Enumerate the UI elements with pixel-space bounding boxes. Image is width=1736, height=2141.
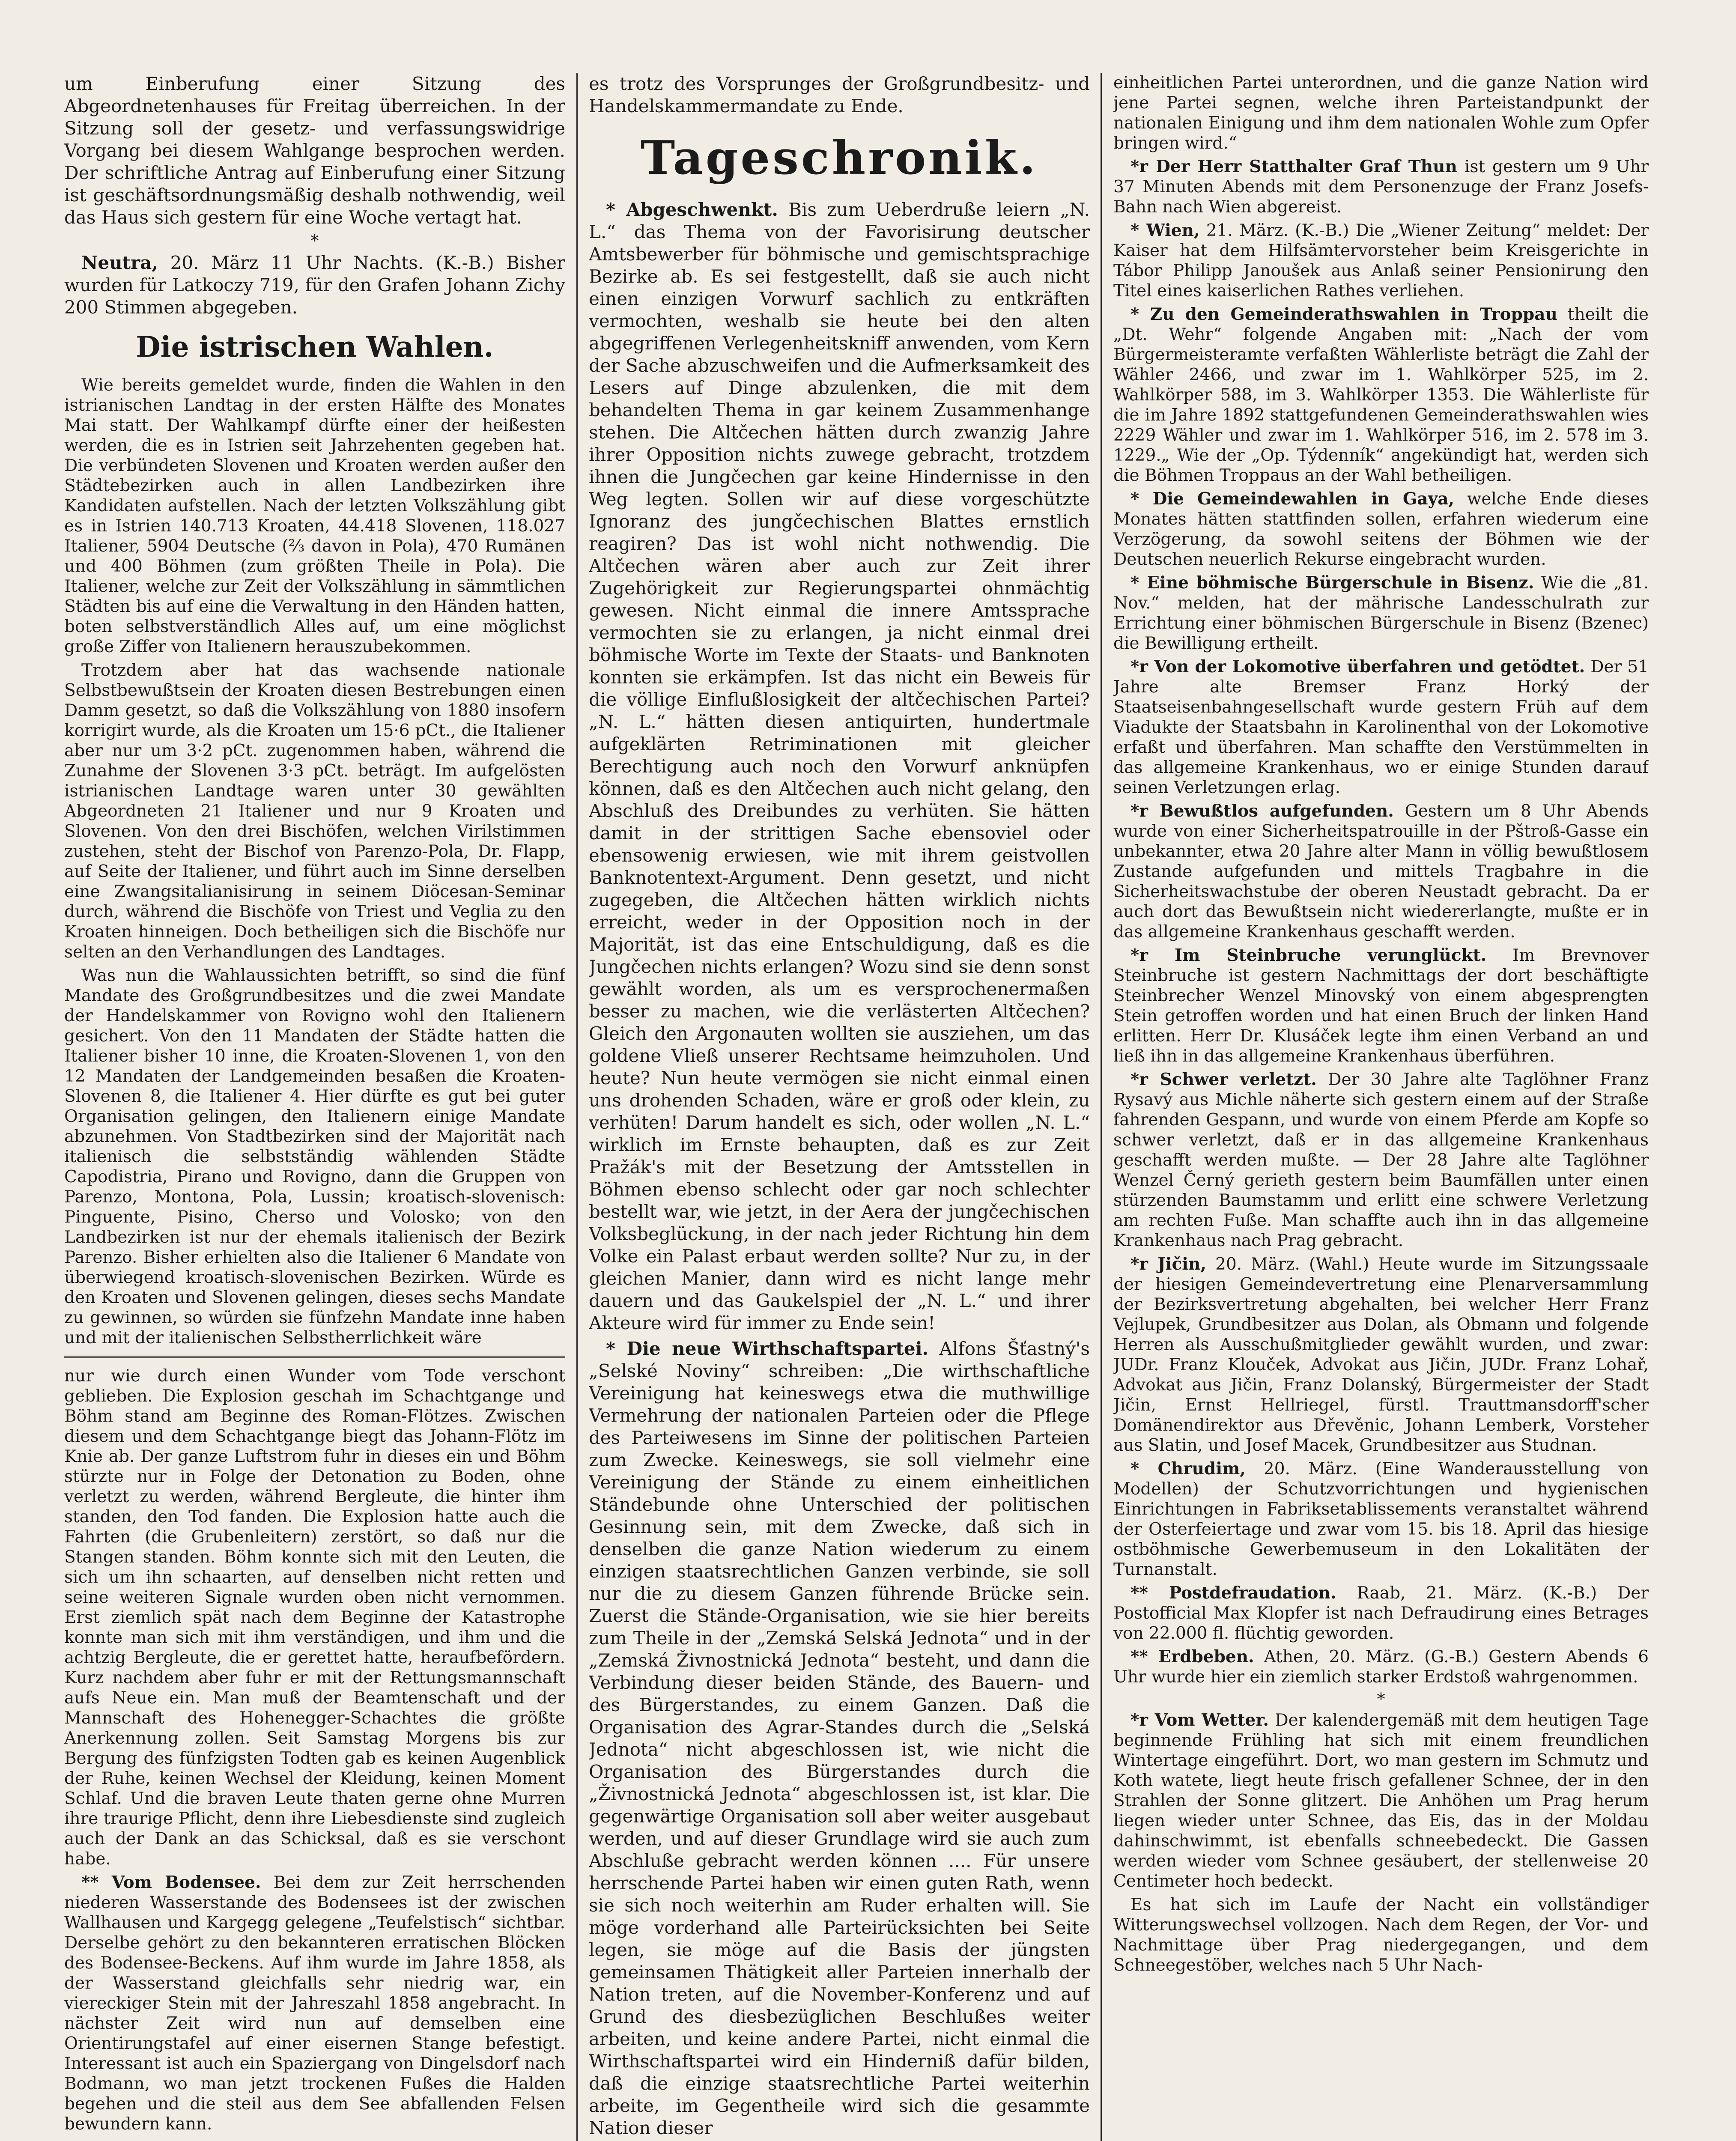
news-heading: ** Vom Bodensee. [81, 1873, 261, 1892]
news-body: Der 51 Jahre alte Bremser Franz Horký der Staatseisenbahngesellschaft wurde gestern Früh auf dem Viadukte der Staatsbahn in Karolinenthal von der Lokomotive erfaßt und überfahren. Man schaffte den Verstümmelten in das allgemeine Krankenhaus, wo er einige Stunden darauf seinen Verletzungen erlag. [1113, 657, 1649, 797]
column-3 [1113, 73, 1649, 2141]
news-item [64, 1873, 565, 2134]
news-body: theilt die „Dt. Wehr“ folgende Angaben mit: „Nach der vom Bürgermeisteramte verfaßten Wählerliste beträgt die Zahl der Wähler 2466, und zwar im 1. Wahlkörper 525, im 2. Wahlkörper 588, im 3. Wahlkörper 1353. Die Wählerliste für die im Jahre 1892 stattgefundenen Gemeinderathswahlen wies 2229 Wähler und zwar im 1. Wahlkörper 516, im 2. 578 im 3. 1229.„ Wie der „Op. Týdenník“ angekündigt hat, werden sich die Böhmen Troppaus an der Wahl betheiligen. [1113, 305, 1649, 485]
news-item [1113, 1710, 1649, 1891]
separator: * [310, 231, 319, 250]
news-item [1113, 221, 1649, 301]
news-heading: * Die neue Wirthschaftspartei. [606, 1338, 929, 1359]
paragraph: nur wie durch einen Wunder vom Tode verschont geblieben. Die Explosion geschah im Schachtgange und Böhm stand am Beginne des Roman-Flötzes. Zwischen diesem und dem Schachtgange biegt das Johann-Flötz im Knie ab. Der ganze Luftstrom fuhr in dieses ein und Böhm stürzte nur in Folge der Detonation zu Boden, ohne verletzt zu werden, während Bergleute, die hinter ihm standen, den Tod fanden. Die Explosion hatte auch die Fahrten (die Grubenleitern) zerstört, so daß nur die Stangen standen. Böhm konnte sich mit den Leuten, die sich um ihn schaarten, auf denselben nicht retten und seine weiteren Signale wurden oben nicht vernommen. Erst ziemlich spät nach dem Beginne der Katastrophe konnte man sich mit ihm verständigen, und ihm und die achtzig Bergleute, die er gerettet hatte, heraufbefördern. Kurz nachdem aber fuhr er mit der Rettungsmannschaft aufs Neue ein. Man muß der Beamtenschaft und der Mannschaft des Hohenegger-Schachtes die größte Anerkennung zollen. Seit Samstag Morgens bis zur Bergung des fünfzigsten Todten gab es keinen Augenblick der Ruhe, keinen Wechsel der Kleidung, keinen Moment Schlaf. Und die braven Leute thaten gerne ohne Murren ihre traurige Pflicht, denn ihre Liebesdienste sind zugleich auch der Dank an das Schicksal, daß es sie verschont habe. [64, 1366, 565, 1869]
news-item [1113, 1254, 1649, 1455]
news-item [1113, 1647, 1649, 1687]
news-item [1113, 945, 1649, 1066]
news-body: Im Brevnover Steinbruche ist gestern Nachmittags der dort beschäftigte Steinbrecher Wenzel Minovský von einem abgesprengten Stein getroffen worden und hat einen Bruch der linken Hand erlitten. Herr Dr. Klusáček legte ihm einen Verband an und ließ ihn in das allgemeine Krankenhaus überführen. [1113, 946, 1649, 1066]
news-body: Bei dem zur Zeit herrschenden niederen Wasserstande des Bodensees ist der zwischen Wallhausen und Kargegg gelegene „Teufelstisch“ sichtbar. Derselbe gehört zu den bekannteren erratischen Blöcken des Bodensee-Beckens. Auf ihm wurde im Jahre 1858, als der Wasserstand gleichfalls sehr niedrig war, ein viereckiger Stein mit der Jahreszahl 1858 angebracht. In nächster Zeit wird nun auf demselben eine Orientirungstafel auf einer eisernen Stange befestigt. Interessant ist auch ein Spaziergang von Dingelsdorf nach Bodmann, wo man jetzt trockenen Fußes die Halden begehen und die steil aus dem See abfallenden Felsen bewundern kann. [64, 1873, 565, 2134]
news-body: Wie die „81. Nov.“ melden, hat der mährische Landesschulrath zur Errichtung einer böhmischen Bürgerschule in Bisenz (Bzenec) die Bewilligung ertheilt. [1113, 573, 1649, 653]
news-body: Der kalendergemäß mit dem heutigen Tage beginnende Frühling hat sich mit einem freundlichen Wintertage eingeführt. Dort, wo man gestern im Schmutz und Koth watete, liegt heute frisch gefallener Schnee, der in den Strahlen der Sonne glitzert. Die Anhöhen um Prag herum liegen wieder unter Schnee, das Eis, das in der Moldau dahinschwimmt, ist ebenfalls schneebedeckt. Die Gassen werden wieder vom Schnee gesäubert, der stellenweise 20 Centimeter hoch bedeckt. [1113, 1711, 1649, 1891]
newspaper-page [64, 73, 1674, 2141]
news-body: ist gestern um 9 Uhr 37 Minuten Abends mit dem Personenzuge der Franz Josefs-Bahn nach Wien abgereist. [1113, 157, 1649, 217]
news-heading: *r Jičin, [1130, 1254, 1206, 1274]
column-1 [64, 73, 565, 2141]
news-item [1113, 1459, 1649, 1580]
paragraph: Trotzdem aber hat das wachsende nationale Selbstbewußtsein der Kroaten diesen Bestrebungen einen Damm gesetzt, so daß die Volkszählung von 1880 insofern korrigirt wurde, als die Kroaten um 15·6 pCt., die Italiener aber nur um 3·2 pCt. zugenommen haben, während die Zunahme der Slovenen 3·3 pCt. beträgt. Im aufgelösten istrianischen Landtage waren unter 30 gewählten Abgeordneten 21 Italiener und nur 9 Kroaten und Slovenen. Von den drei Bischöfen, welchen Virilstimmen zustehen, steht der Bischof von Parenzo-Pola, Dr. Flapp, auf Seite der Italiener, und führt auch im Sinne derselben eine Zwangsitalianisirung in seinem Diöcesan-Seminar durch, während die Bischöfe von Triest und Veglia zu den Kroaten hinneigen. Doch betheiligen sich die Bischöfe nur selten an den Verhandlungen des Landtages. [64, 661, 565, 962]
news-heading: ** Postdefraudation. [1130, 1583, 1336, 1603]
news-item [589, 1338, 1090, 2139]
section-headline: Tageschronik. [640, 131, 1038, 185]
news-heading: *r Von der Lokomotive überfahren und getödtet. [1130, 657, 1585, 677]
column-2 [589, 73, 1090, 2141]
section-divider [64, 1356, 565, 1358]
dateline: Neutra, [81, 252, 158, 273]
news-heading: * Die Gemeindewahlen in Gaya, [1130, 489, 1455, 509]
news-item [64, 252, 565, 319]
news-heading: *r Im Steinbruche verunglückt. [1130, 945, 1487, 965]
separator: * [1377, 1690, 1385, 1709]
news-heading: * Zu den Gemeinderathswahlen in Troppau [1130, 304, 1557, 324]
news-heading: *r Schwer verletzt. [1130, 1070, 1317, 1089]
news-body: Athen, 20. März. (G.-B.) Gestern Abends 6 Uhr wurde hier ein ziemlich starker Erdstoß wahrgenommen. [1113, 1647, 1649, 1687]
news-body: Raab, 21. März. (K.-B.) Der Postofficial Max Klopfer ist nach Defraudirung eines Betrages von 22.000 fl. flüchtig geworden. [1113, 1583, 1649, 1643]
news-body: 20. März 11 Uhr Nachts. (K.-B.) Bisher wurden für Latkoczy 719, für den Grafen Johann Zichy 200 Stimmen abgegeben. [64, 252, 565, 318]
news-heading: *r Vom Wetter. [1130, 1710, 1269, 1730]
news-item [1113, 1583, 1649, 1643]
paragraph: einheitlichen Partei unterordnen, und die ganze Nation wird jene Partei segnen, welche ihren Parteistandpunkt der nationalen Einigung und ihm dem nationalen Wohle zum Opfer bringen wird.“ [1113, 73, 1649, 153]
news-item [589, 199, 1090, 1334]
news-heading: * Abgeschwenkt. [606, 199, 778, 220]
news-body: welche Ende dieses Monates hätten stattfinden sollen, erfahren wiederum eine Verzögerung, da sowohl seitens der Böhmen wie der Deutschen neuerlich Rekurse eingebracht wurden. [1113, 489, 1649, 569]
news-body: 20. März. (Eine Wanderausstellung von Modellen) der Schutzvorrichtungen und hygienischen Einrichtungen in Fabriksetablissements veranstaltet während der Osterfeiertage und zwar vom 15. bis 18. April das hiesige ostböhmische Gewerbemuseum in den Lokalitäten der Turnanstalt. [1113, 1459, 1649, 1579]
news-heading: ** Erdbeben. [1130, 1647, 1254, 1667]
paragraph: um Einberufung einer Sitzung des Abgeordnetenhauses für Freitag überreichen. In der Sitzung soll der gesetz- und verfassungswidrige Vorgang bei diesem Wahlgange besprochen werden. Der schriftliche Antrag auf Einberufung einer Sitzung ist geschäftsordnungsmäßig deshalb nothwendig, weil das Haus sich gestern für eine Woche vertagt hat. [64, 73, 565, 228]
column-rule [1101, 73, 1102, 2141]
article-headline: Die istrischen Wahlen. [136, 330, 494, 364]
news-item [1113, 657, 1649, 798]
news-body: 20. März. (Wahl.) Heute wurde im Sitzungssaale der hiesigen Gemeindevertretung eine Plenarversammlung der Bezirksvertretung abgehalten, bei welcher Herr Franz Vejlupek, Grundbesitzer aus Dolan, als Obmann und folgende Herren als Ausschußmitglieder gewählt wurden, und zwar: JUDr. Franz Klouček, Advokat aus Jičin, JUDr. Franz Lohař, Advokat aus Jičin, Franz Dolanský, Bürgermeister der Stadt Jičin, Ernst Hellriegel, fürstl. Trauttmansdorff'scher Domänendirektor aus Dřevěnic, Johann Lemberk, Vorsteher aus Slatin, und Josef Macek, Grundbesitzer aus Studnan. [1113, 1255, 1649, 1455]
news-item [1113, 304, 1649, 486]
news-item [1113, 157, 1649, 217]
news-body: 21. März. (K.-B.) Die „Wiener Zeitung“ meldet: Der Kaiser hat dem Hilfsämtervorsteher beim Kreisgerichte in Tábor Philipp Janoušek aus Anlaß seiner Pensionirung den Titel eines kaiserlichen Rathes verliehen. [1113, 221, 1649, 301]
news-item [1113, 489, 1649, 570]
news-body: Bis zum Ueberdruße leiern „N. L.“ das Thema von der Favorisirung deutscher Amtsbewerber für böhmische und gemischtsprachige Bezirke ab. Es sei festgestellt, daß sie auch nicht einen einzigen Vorwurf sachlich zu entkräften vermochten, weshalb sie heute bei den alten abgegriffenen Verlegenheitskniff anwenden, vom Kern der Sache abzuschweifen und die Aufmerksamkeit des Lesers auf Dinge abzulenken, die mit dem behandelten Thema in gar keinem Zusammenhange stehen. Die Altčechen hätten durch zwanzig Jahre ihrer Opposition nichts zuwege gebracht, trotzdem ihnen die Jungčechen gar keine Hindernisse in den Weg legten. Sollen wir auf diese vorgeschützte Ignoranz des jungčechischen Blattes ernstlich reagiren? Das ist wohl nicht nothwendig. Die Altčechen wären aber auch zur Zeit ihrer Zugehörigkeit zur Regierungspartei ohnmächtig gewesen. Nicht einmal die innere Amtssprache vermochten sie zu erlangen, ja nicht einmal drei böhmische Worte im Texte der Staats- und Banknoten konnten sie erkämpfen. Ist das nicht ein Beweis für die völlige Einflußlosigkeit der altčechischen Partei? „N. L.“ hätten diesen antiquirten, hundertmale aufgeklärten Retriminationen mit gleicher Berechtigung auch noch den Vorwurf anknüpfen können, daß es den Altčechen auch nicht gelang, den Abschluß des Dreibundes zu verhüten. Sie hätten damit in der strittigen Sache ebensoviel oder ebensowenig erwiesen, wie mit ihrem geistvollen Banknotentext-Argument. Denn gesetzt, und nicht zugegeben, die Altčechen hätten wirklich nichts erreicht, weder in der Opposition noch in der Majorität, ist das eine Entschuldigung, daß es die Jungčechen nichts erlangen? Wozu sind sie denn sonst gewählt worden, als um es versprochenermaßen besser zu machen, wie die verlästerten Altčechen? Gleich den Argonauten wollten sie ausziehen, um das goldene Vließ unserer Rechtsame heimzuholen. Und heute? Nun heute vermögen sie nicht einmal einen uns drohenden Schaden, wäre er groß oder klein, zu verhüten! Darum handelt es sich, oder wollen „N. L.“ wirklich im Ernste behaupten, daß es zur Zeit Pražák's mit der Besetzung der Amtsstellen in Böhmen ebenso schlecht oder gar noch schlechter bestellt war, wie jetzt, in der Aera der jungčechischen Volksbeglückung, in der nach jeder Richtung hin dem Volke ein Palast erbaut werden sollte? Nur zu, in der gleichen Manier, dann wird es nicht lange mehr dauern und das Gaukelspiel der „N. L.“ und ihrer Akteure wird für immer zu Ende sein! [589, 199, 1090, 1333]
news-item [1113, 1070, 1649, 1251]
paragraph: es trotz des Vorsprunges der Großgrundbesitz- und Handelskammermandate zu Ende. [589, 73, 1090, 116]
column-rule [576, 73, 578, 2141]
news-body: Der 30 Jahre alte Taglöhner Franz Rysavý aus Michle näherte sich gestern einem auf der Straße fahrenden Gespann, und wurde von einem Pferde am Kopfe so schwer verletzt, daß er in das allgemeine Krankenhaus geschafft werden mußte. — Der 28 Jahre alte Taglöhner Wenzel Černý gerieth gestern beim Baumfällen unter einen stürzenden Baumstamm und erlitt eine schwere Verletzung am rechten Fuße. Man schaffte auch ihn in das allgemeine Krankenhaus nach Prag gebracht. [1113, 1070, 1649, 1250]
paragraph: Es hat sich im Laufe der Nacht ein vollständiger Witterungswechsel vollzogen. Nach dem Regen, der Vor- und Nachmittage über Prag niedergegangen, und dem Schneegestöber, welches nach 5 Uhr Nach- [1113, 1895, 1649, 1975]
paragraph: Wie bereits gemeldet wurde, finden die Wahlen in den istrianischen Landtag in der ersten Hälfte des Monates Mai statt. Der Wahlkampf dürfte einer der heißesten werden, die es in Istrien seit Jahrzehenten gegeben hat. Die verbündeten Slovenen und Kroaten werden außer den Städtebezirken auch in allen Landbezirken ihre Kandidaten aufstellen. Nach der letzten Volkszählung gibt es in Istrien 140.713 Kroaten, 44.418 Slovenen, 118.027 Italiener, 5904 Deutsche (⅔ davon in Pola), 470 Rumänen und 400 Böhmen (zum größten Theile in Pola). Die Italiener, welche zur Zeit der Volkszählung in sämmtlichen Städten bis auf eine die Verwaltung in den Händen hatten, boten selbstverständlich Alles auf, um eine möglichst große Ziffer von Italienern herauszubekommen. [64, 376, 565, 656]
news-body: Alfons Šťastný's „Selské Noviny“ schreiben: „Die wirthschaftliche Vereinigung hat keineswegs etwa die muthwillige Vermehrung der nationalen Parteien oder die Pflege des Parteiwesens im Sinne der politischen Parteien zum Zwecke. Keineswegs, sie soll vielmehr eine Vereinigung der Stände zu einem einheitlichen Ständebunde ohne Unterschied der politischen Gesinnung sein, mit dem Zwecke, daß sich in denselben die ganze Nation wiederum zu einem einzigen staatsrechtlichen Ganzen verbinde, sie soll nur die zu diesem Ganzen führende Brücke sein. Zuerst die Stände-Organisation, wie sie hier bereits zum Theile in der „Zemská Selská Jednota“ und in der „Zemská Živnostnická Jednota“ besteht, und dann die Verbindung dieser beiden Stände, des Bauern- und des Bürgerstandes, zu einem Ganzen. Daß die Organisation des Agrar-Standes durch die „Selská Jednota“ nicht abgeschlossen ist, wie nicht die Organisation des Bürgerstandes durch die „Živnostnická Jednota“ abgeschlossen ist, ist klar. Die gegenwärtige Organisation soll aber weiter ausgebaut werden, und auf dieser Grundlage wird sie auch zum Abschluße gebracht werden können .... Für unsere herrschende Partei haben wir einen guten Rath, wenn sie sich noch weiterhin am Ruder erhalten will. Sie möge vorderhand alle Parteirücksichten bei Seite legen, sie möge auf die Basis der jüngsten gemeinsamen Thätigkeit aller Parteien innerhalb der Nation treten, auf die November-Konferenz und auf Grund des diesbezüglichen Beschlußes weiter arbeiten, und keine andere Partei, nicht einmal die Wirthschaftspartei wird ein Hinderniß dafür bilden, daß die einzige staatsrechtliche Partei weiterhin arbeite, im Gegentheile wird sich die gesammte Nation dieser [589, 1338, 1090, 2138]
news-item [1113, 573, 1649, 653]
news-heading: *r Der Herr Statthalter Graf Thun [1130, 157, 1457, 176]
news-body: Gestern um 8 Uhr Abends wurde von einer Sicherheitspatrouille in der Pštroß-Gasse ein unbekannter, etwa 20 Jahre alter Mann in völlig bewußtlosem Zustande aufgefunden und mittels Tragbahre in die Sicherheitswachstube der oberen Neustadt gebracht. Da er auch dort das Bewußtsein nicht wiedererlangte, mußte er in das allgemeine Krankenhaus geschafft werden. [1113, 802, 1649, 942]
news-heading: * Wien, [1130, 221, 1200, 240]
news-item [1113, 801, 1649, 942]
paragraph: Was nun die Wahlaussichten betrifft, so sind die fünf Mandate des Großgrundbesitzes und die zwei Mandate der Handelskammer von Rovigno wohl den Italienern gesichert. Von den 11 Mandaten der Städte hatten die Italiener bisher 10 inne, die Kroaten-Slovenen 1, von den 12 Mandaten der Landgemeinden besaßen die Kroaten-Slovenen 8, die Italiener 4. Hier dürfte es gut bei guter Organisation gelingen, den Italienern einige Mandate abzunehmen. Von Stadtbezirken sind der Majorität nach italienisch die selbstständig wählenden Städte Capodistria, Pirano und Rovigno, dann die Gruppen von Parenzo, Montona, Pola, Lussin; kroatisch-slovenisch: Pinguente, Pisino, Cherso und Volosko; von den Landbezirken ist nur der ehemals italienisch der Bezirk Parenzo. Bisher erhielten also die Italiener 6 Mandate von überwiegend kroatisch-slovenischen Bezirken. Würde es den Kroaten und Slovenen gelingen, dieses sechs Mandate zu gewinnen, so würden sie fünfzehn Mandate inne haben und mit der italienischen Selbstherrlichkeit wäre [64, 966, 565, 1348]
news-heading: * Eine böhmische Bürgerschule in Bisenz. [1130, 573, 1534, 593]
news-heading: *r Bewußtlos aufgefunden. [1130, 801, 1394, 821]
news-heading: * Chrudim, [1130, 1459, 1246, 1479]
